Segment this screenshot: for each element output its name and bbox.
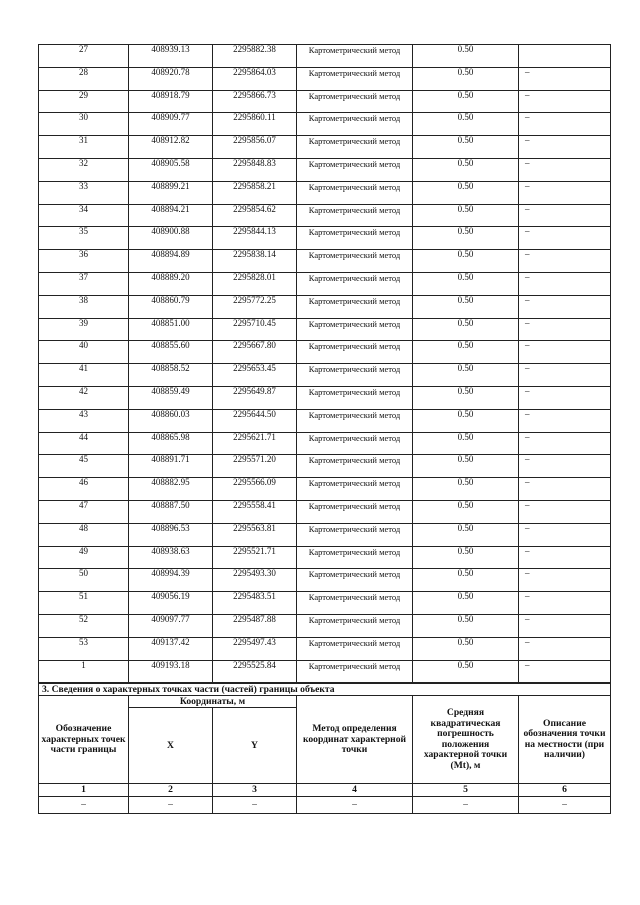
accuracy-cell: 0.50: [413, 569, 519, 592]
table-row: [39, 113, 611, 136]
table-row: [39, 500, 611, 523]
description-cell: –: [519, 432, 611, 455]
y-coordinate-cell: 2295653.45: [213, 364, 297, 387]
method-cell: Картометрический метод: [297, 500, 413, 523]
description-cell: –: [519, 637, 611, 660]
method-cell: Картометрический метод: [297, 569, 413, 592]
x-coordinate-cell: 408891.71: [129, 455, 213, 478]
x-coordinate-cell: 408920.78: [129, 67, 213, 90]
header-accuracy: Средняя квадратическая погрешность положения характерной точки (Mt), м: [413, 696, 519, 784]
point-number-cell: 38: [39, 295, 129, 318]
description-cell: –: [519, 409, 611, 432]
point-number-cell: 46: [39, 478, 129, 501]
table-row: [39, 90, 611, 113]
method-cell: Картометрический метод: [297, 592, 413, 615]
column-number: 2: [129, 784, 213, 797]
accuracy-cell: 0.50: [413, 660, 519, 683]
point-number-cell: 34: [39, 204, 129, 227]
column-number: 4: [297, 784, 413, 797]
section3-title: 3. Сведения о характерных точках части (частей) границы объекта: [39, 684, 611, 696]
empty-cell: –: [519, 797, 611, 814]
description-cell: –: [519, 272, 611, 295]
y-coordinate-cell: 2295882.38: [213, 45, 297, 68]
point-number-cell: 36: [39, 250, 129, 273]
table-row: [39, 409, 611, 432]
table-row: [39, 660, 611, 683]
point-number-cell: 53: [39, 637, 129, 660]
description-cell: –: [519, 67, 611, 90]
column-number: 1: [39, 784, 129, 797]
y-coordinate-cell: 2295521.71: [213, 546, 297, 569]
header-y: Y: [213, 708, 297, 784]
table-row: [39, 272, 611, 295]
table-row: [39, 45, 611, 68]
header-description: Описание обозначения точки на местности (при наличии): [519, 696, 611, 784]
method-cell: Картометрический метод: [297, 158, 413, 181]
x-coordinate-cell: 409056.19: [129, 592, 213, 615]
method-cell: Картометрический метод: [297, 318, 413, 341]
empty-cell: –: [39, 797, 129, 814]
description-cell: –: [519, 478, 611, 501]
point-number-cell: 41: [39, 364, 129, 387]
method-cell: Картометрический метод: [297, 204, 413, 227]
point-number-cell: 43: [39, 409, 129, 432]
point-number-cell: 50: [39, 569, 129, 592]
accuracy-cell: 0.50: [413, 386, 519, 409]
point-number-cell: 42: [39, 386, 129, 409]
accuracy-cell: 0.50: [413, 364, 519, 387]
point-number-cell: 30: [39, 113, 129, 136]
description-cell: –: [519, 318, 611, 341]
accuracy-cell: 0.50: [413, 295, 519, 318]
x-coordinate-cell: 408882.95: [129, 478, 213, 501]
coordinates-table: [38, 44, 611, 683]
y-coordinate-cell: 2295710.45: [213, 318, 297, 341]
column-number: 5: [413, 784, 519, 797]
description-cell: [519, 45, 611, 68]
empty-cell: –: [297, 797, 413, 814]
point-number-cell: 35: [39, 227, 129, 250]
x-coordinate-cell: 408900.88: [129, 227, 213, 250]
description-cell: –: [519, 546, 611, 569]
point-number-cell: 48: [39, 523, 129, 546]
y-coordinate-cell: 2295828.01: [213, 272, 297, 295]
method-cell: Картометрический метод: [297, 364, 413, 387]
header-coordinates: Координаты, м: [129, 696, 297, 708]
header-designation: Обозначение характерных точек части границы: [39, 696, 129, 784]
method-cell: Картометрический метод: [297, 637, 413, 660]
point-number-cell: 49: [39, 546, 129, 569]
accuracy-cell: 0.50: [413, 409, 519, 432]
description-cell: –: [519, 660, 611, 683]
y-coordinate-cell: 2295483.51: [213, 592, 297, 615]
method-cell: Картометрический метод: [297, 341, 413, 364]
method-cell: Картометрический метод: [297, 181, 413, 204]
point-number-cell: 37: [39, 272, 129, 295]
point-number-cell: 29: [39, 90, 129, 113]
x-coordinate-cell: 408994.39: [129, 569, 213, 592]
x-coordinate-cell: 408894.21: [129, 204, 213, 227]
header-x: X: [129, 708, 213, 784]
y-coordinate-cell: 2295649.87: [213, 386, 297, 409]
y-coordinate-cell: 2295644.50: [213, 409, 297, 432]
accuracy-cell: 0.50: [413, 158, 519, 181]
y-coordinate-cell: 2295667.80: [213, 341, 297, 364]
accuracy-cell: 0.50: [413, 592, 519, 615]
description-cell: –: [519, 227, 611, 250]
description-cell: –: [519, 364, 611, 387]
y-coordinate-cell: 2295848.83: [213, 158, 297, 181]
table-row: [39, 432, 611, 455]
method-cell: Картометрический метод: [297, 295, 413, 318]
table-row: [39, 341, 611, 364]
accuracy-cell: 0.50: [413, 637, 519, 660]
x-coordinate-cell: 408859.49: [129, 386, 213, 409]
description-cell: –: [519, 204, 611, 227]
section3-table: [38, 683, 611, 814]
empty-cell: –: [413, 797, 519, 814]
point-number-cell: 31: [39, 136, 129, 159]
point-number-cell: 33: [39, 181, 129, 204]
method-cell: Картометрический метод: [297, 523, 413, 546]
y-coordinate-cell: 2295860.11: [213, 113, 297, 136]
x-coordinate-cell: 408865.98: [129, 432, 213, 455]
x-coordinate-cell: 408855.60: [129, 341, 213, 364]
method-cell: Картометрический метод: [297, 432, 413, 455]
accuracy-cell: 0.50: [413, 478, 519, 501]
y-coordinate-cell: 2295493.30: [213, 569, 297, 592]
point-number-cell: 1: [39, 660, 129, 683]
table-row: [39, 637, 611, 660]
method-cell: Картометрический метод: [297, 386, 413, 409]
column-number-row: [39, 784, 611, 797]
x-coordinate-cell: 408860.03: [129, 409, 213, 432]
description-cell: –: [519, 500, 611, 523]
x-coordinate-cell: 408912.82: [129, 136, 213, 159]
method-cell: Картометрический метод: [297, 113, 413, 136]
document-sheet: [38, 44, 610, 814]
y-coordinate-cell: 2295856.07: [213, 136, 297, 159]
table-row: [39, 569, 611, 592]
x-coordinate-cell: 408905.58: [129, 158, 213, 181]
empty-cell: –: [213, 797, 297, 814]
accuracy-cell: 0.50: [413, 250, 519, 273]
table-row: [39, 364, 611, 387]
table-row: [39, 455, 611, 478]
point-number-cell: 39: [39, 318, 129, 341]
accuracy-cell: 0.50: [413, 181, 519, 204]
description-cell: –: [519, 455, 611, 478]
empty-data-row: [39, 797, 611, 814]
y-coordinate-cell: 2295497.43: [213, 637, 297, 660]
y-coordinate-cell: 2295525.84: [213, 660, 297, 683]
accuracy-cell: 0.50: [413, 523, 519, 546]
description-cell: –: [519, 295, 611, 318]
table-row: [39, 592, 611, 615]
table-row: [39, 227, 611, 250]
point-number-cell: 28: [39, 67, 129, 90]
x-coordinate-cell: 408909.77: [129, 113, 213, 136]
y-coordinate-cell: 2295858.21: [213, 181, 297, 204]
accuracy-cell: 0.50: [413, 341, 519, 364]
method-cell: Картометрический метод: [297, 90, 413, 113]
accuracy-cell: 0.50: [413, 318, 519, 341]
y-coordinate-cell: 2295838.14: [213, 250, 297, 273]
accuracy-cell: 0.50: [413, 136, 519, 159]
y-coordinate-cell: 2295566.09: [213, 478, 297, 501]
x-coordinate-cell: 408938.63: [129, 546, 213, 569]
method-cell: Картометрический метод: [297, 478, 413, 501]
method-cell: Картометрический метод: [297, 272, 413, 295]
table-row: [39, 523, 611, 546]
x-coordinate-cell: 408896.53: [129, 523, 213, 546]
x-coordinate-cell: 408858.52: [129, 364, 213, 387]
table-row: [39, 546, 611, 569]
description-cell: –: [519, 569, 611, 592]
method-cell: Картометрический метод: [297, 45, 413, 68]
point-number-cell: 32: [39, 158, 129, 181]
y-coordinate-cell: 2295571.20: [213, 455, 297, 478]
table-row: [39, 386, 611, 409]
x-coordinate-cell: 408889.20: [129, 272, 213, 295]
method-cell: Картометрический метод: [297, 614, 413, 637]
point-number-cell: 27: [39, 45, 129, 68]
accuracy-cell: 0.50: [413, 45, 519, 68]
method-cell: Картометрический метод: [297, 409, 413, 432]
accuracy-cell: 0.50: [413, 455, 519, 478]
empty-cell: –: [129, 797, 213, 814]
x-coordinate-cell: 408894.89: [129, 250, 213, 273]
y-coordinate-cell: 2295558.41: [213, 500, 297, 523]
table-row: [39, 295, 611, 318]
y-coordinate-cell: 2295844.13: [213, 227, 297, 250]
accuracy-cell: 0.50: [413, 90, 519, 113]
description-cell: –: [519, 136, 611, 159]
accuracy-cell: 0.50: [413, 432, 519, 455]
method-cell: Картометрический метод: [297, 660, 413, 683]
x-coordinate-cell: 409193.18: [129, 660, 213, 683]
accuracy-cell: 0.50: [413, 546, 519, 569]
x-coordinate-cell: 408939.13: [129, 45, 213, 68]
x-coordinate-cell: 408899.21: [129, 181, 213, 204]
point-number-cell: 51: [39, 592, 129, 615]
point-number-cell: 52: [39, 614, 129, 637]
table-row: [39, 250, 611, 273]
description-cell: –: [519, 614, 611, 637]
method-cell: Картометрический метод: [297, 67, 413, 90]
x-coordinate-cell: 408887.50: [129, 500, 213, 523]
method-cell: Картометрический метод: [297, 455, 413, 478]
accuracy-cell: 0.50: [413, 272, 519, 295]
accuracy-cell: 0.50: [413, 500, 519, 523]
table-row: [39, 478, 611, 501]
y-coordinate-cell: 2295854.62: [213, 204, 297, 227]
table-row: [39, 614, 611, 637]
method-cell: Картометрический метод: [297, 546, 413, 569]
point-number-cell: 45: [39, 455, 129, 478]
description-cell: –: [519, 90, 611, 113]
y-coordinate-cell: 2295772.25: [213, 295, 297, 318]
y-coordinate-cell: 2295563.81: [213, 523, 297, 546]
method-cell: Картометрический метод: [297, 250, 413, 273]
accuracy-cell: 0.50: [413, 614, 519, 637]
description-cell: –: [519, 158, 611, 181]
point-number-cell: 44: [39, 432, 129, 455]
point-number-cell: 40: [39, 341, 129, 364]
y-coordinate-cell: 2295864.03: [213, 67, 297, 90]
table-row: [39, 67, 611, 90]
x-coordinate-cell: 409137.42: [129, 637, 213, 660]
method-cell: Картометрический метод: [297, 227, 413, 250]
point-number-cell: 47: [39, 500, 129, 523]
accuracy-cell: 0.50: [413, 67, 519, 90]
table-row: [39, 181, 611, 204]
table-row: [39, 158, 611, 181]
x-coordinate-cell: 409097.77: [129, 614, 213, 637]
x-coordinate-cell: 408918.79: [129, 90, 213, 113]
accuracy-cell: 0.50: [413, 113, 519, 136]
accuracy-cell: 0.50: [413, 227, 519, 250]
table-row: [39, 318, 611, 341]
y-coordinate-cell: 2295621.71: [213, 432, 297, 455]
column-number: 6: [519, 784, 611, 797]
coordinates-table-body: [39, 45, 611, 683]
x-coordinate-cell: 408860.79: [129, 295, 213, 318]
description-cell: –: [519, 113, 611, 136]
description-cell: –: [519, 341, 611, 364]
x-coordinate-cell: 408851.00: [129, 318, 213, 341]
method-cell: Картометрический метод: [297, 136, 413, 159]
accuracy-cell: 0.50: [413, 204, 519, 227]
description-cell: –: [519, 523, 611, 546]
header-method: Метод определения координат характерной точки: [297, 696, 413, 784]
table-row: [39, 204, 611, 227]
description-cell: –: [519, 250, 611, 273]
table-row: [39, 136, 611, 159]
description-cell: –: [519, 386, 611, 409]
description-cell: –: [519, 181, 611, 204]
description-cell: –: [519, 592, 611, 615]
y-coordinate-cell: 2295487.88: [213, 614, 297, 637]
column-number: 3: [213, 784, 297, 797]
y-coordinate-cell: 2295866.73: [213, 90, 297, 113]
